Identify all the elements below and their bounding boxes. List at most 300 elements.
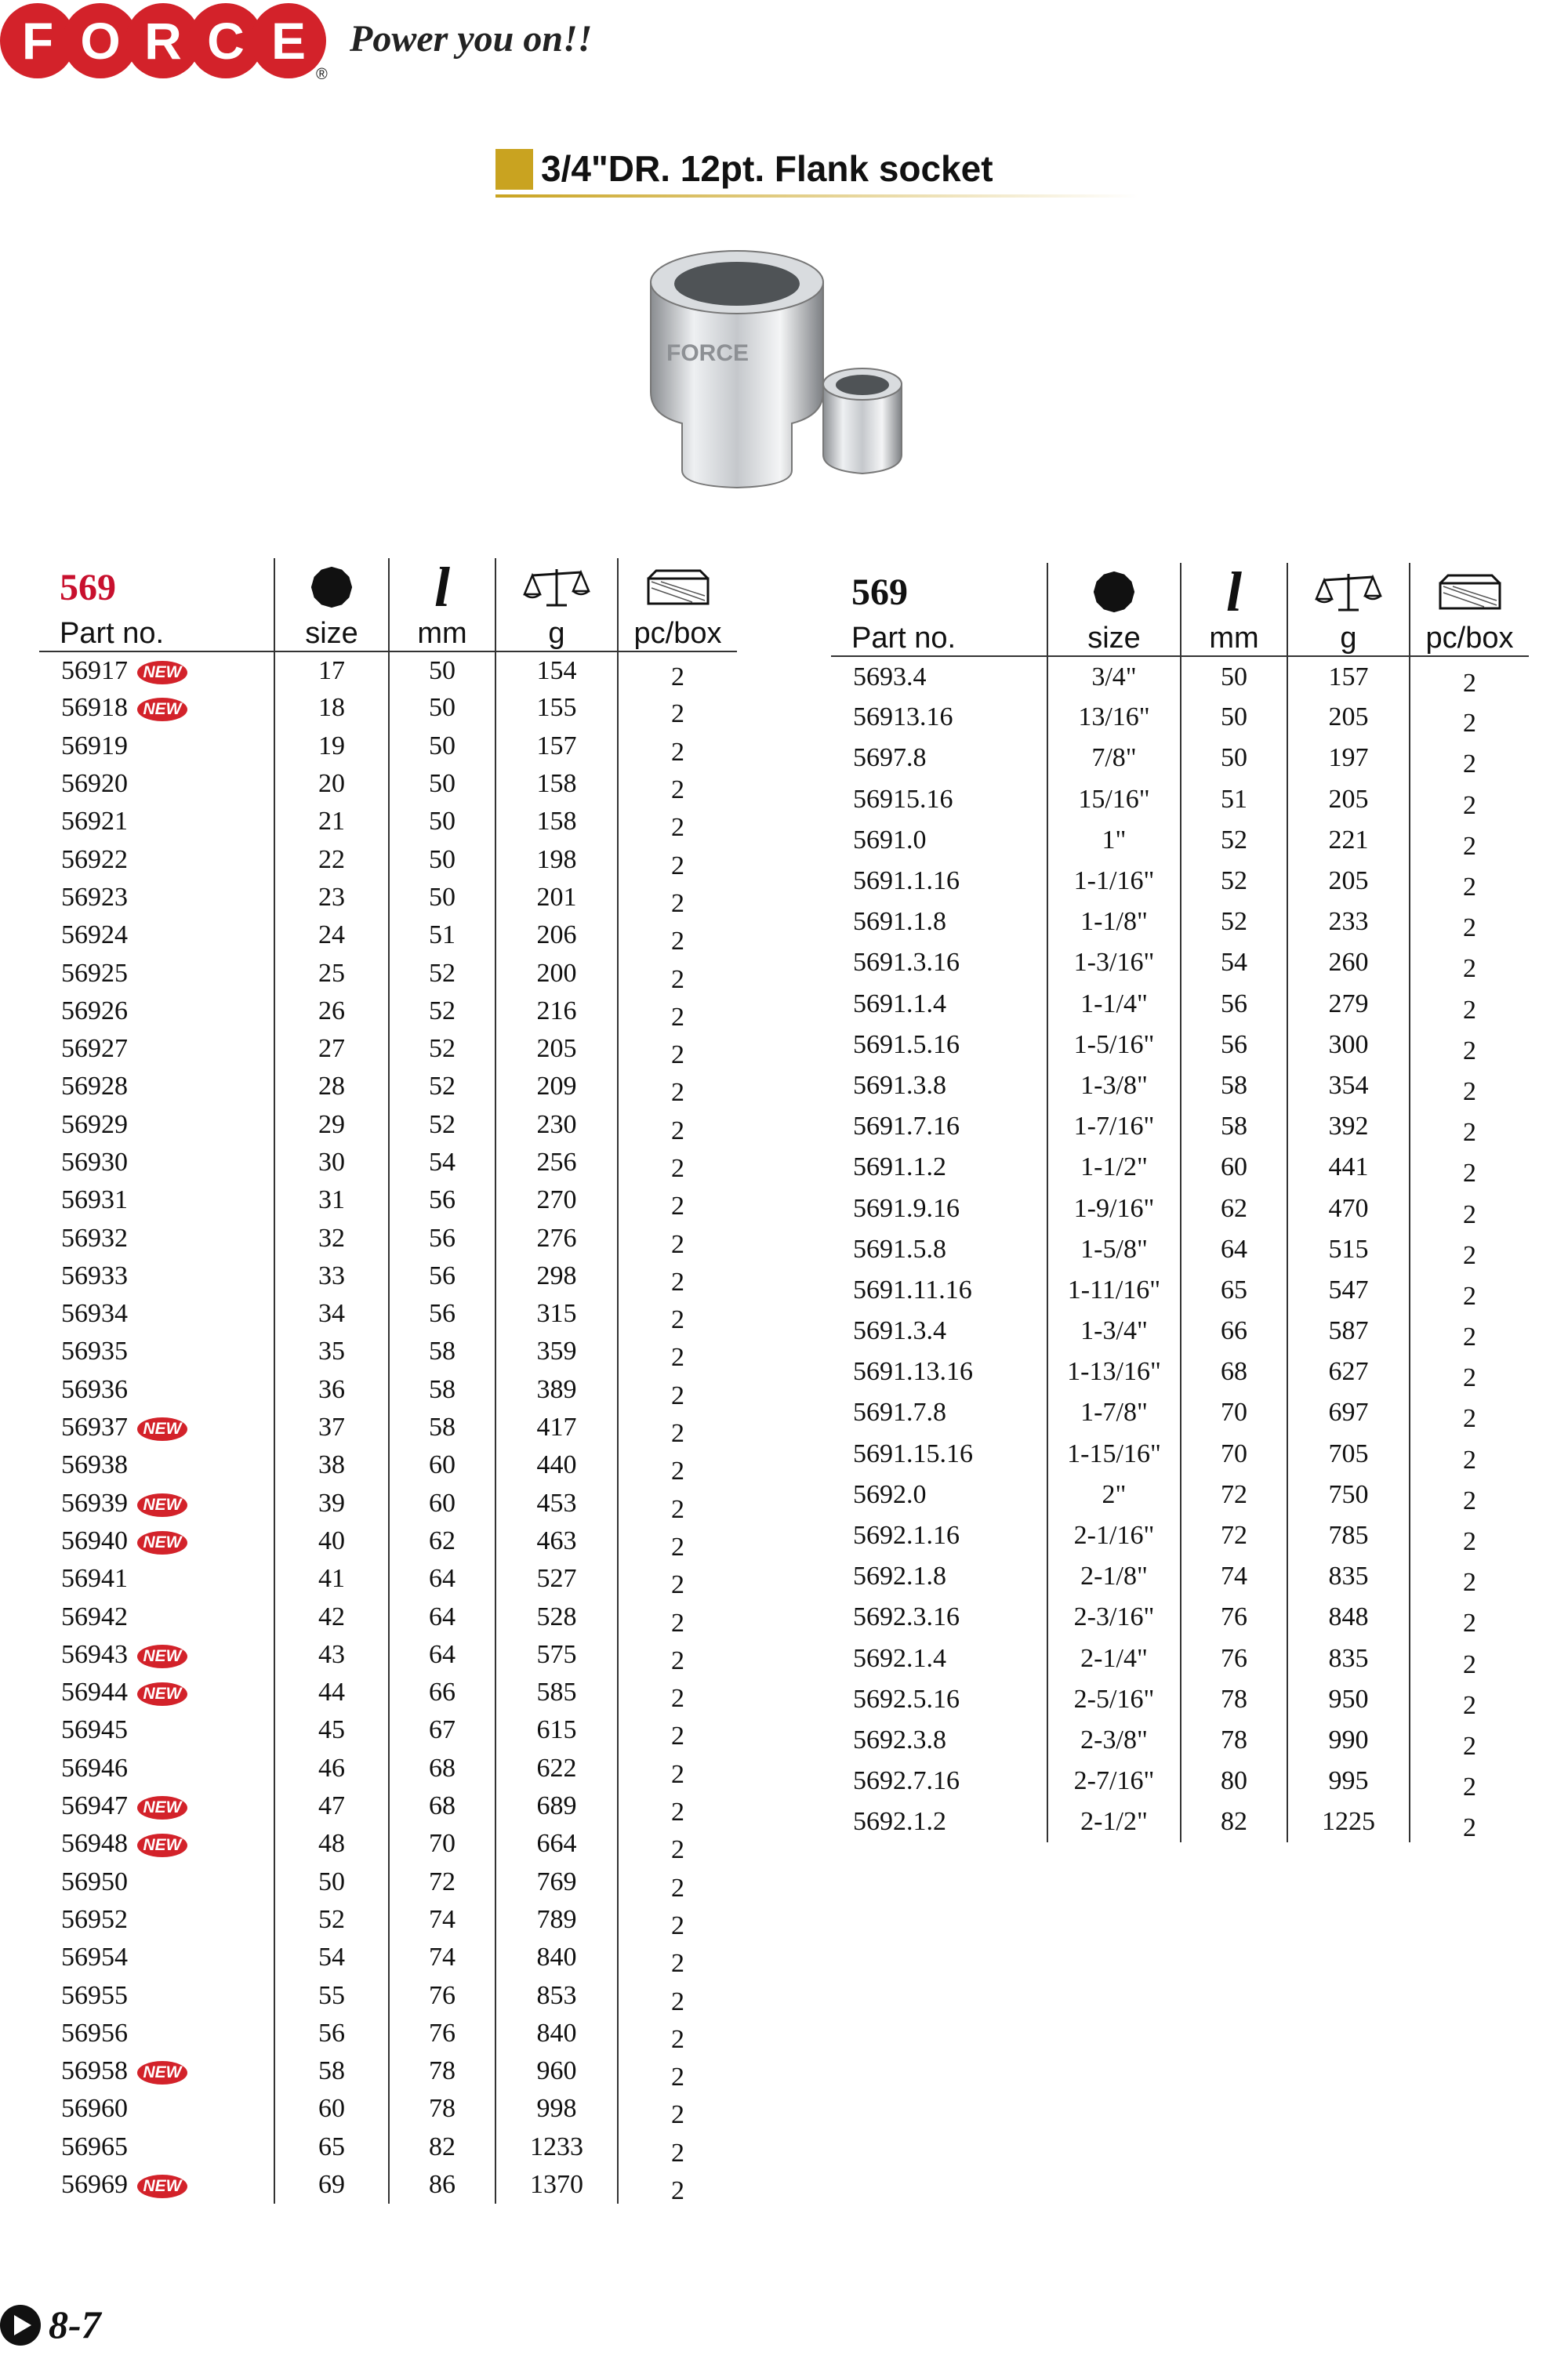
table-row (39, 1787, 737, 1825)
socket-table-metric (39, 558, 737, 2204)
pack-value-text: 2 (671, 1002, 684, 1032)
metric-rows (39, 651, 737, 2204)
part-number-text: 56956 (61, 2018, 128, 2048)
size-value-text: 1-1/8" (1080, 907, 1148, 937)
socket-photo (619, 235, 980, 502)
length-value (1181, 656, 1287, 697)
pack-value (1410, 1317, 1529, 1358)
weight-value (1287, 1434, 1410, 1475)
part-number-text: 5692.3.8 (853, 1725, 946, 1754)
length-value-text: 64 (429, 1639, 456, 1669)
size-value (274, 2052, 389, 2090)
weight-value (495, 2015, 618, 2052)
pack-value-text: 2 (671, 1457, 684, 1486)
part-number-text: 5693.4 (853, 662, 927, 691)
weight-value-text: 221 (1328, 825, 1369, 855)
pack-value (1410, 1194, 1529, 1235)
weight-value-text: 960 (536, 2056, 577, 2086)
length-value-text: 51 (429, 920, 456, 950)
pack-value-text: 2 (1463, 1773, 1476, 1802)
table-row (39, 992, 737, 1030)
size-value (274, 2015, 389, 2052)
table-row (39, 1598, 737, 1635)
length-l-icon: l (434, 556, 450, 619)
table-row (39, 803, 737, 840)
table-row (39, 2090, 737, 2128)
part-number-text: 5691.13.16 (853, 1357, 973, 1387)
pack-value (1410, 826, 1529, 867)
weight-value-text: 205 (1328, 702, 1369, 732)
length-value (389, 1219, 495, 1257)
size-value (1047, 902, 1181, 942)
weight-value-text: 840 (536, 1943, 577, 1972)
size-value-text: 60 (318, 2094, 345, 2124)
part-number-text: 56917 (61, 655, 128, 685)
part-number (39, 1863, 274, 1901)
length-value-text: 76 (1221, 1602, 1247, 1632)
table-row (39, 1409, 737, 1446)
balance-scale-icon (523, 566, 590, 608)
pack-value (618, 1831, 737, 1869)
weight-value-text: 205 (1328, 866, 1369, 896)
length-value (389, 1371, 495, 1409)
weight-value (495, 1787, 618, 1825)
pack-value (618, 2021, 737, 2059)
part-number (831, 820, 1047, 861)
weight-value-text: 587 (1328, 1316, 1369, 1346)
pack-value (618, 1074, 737, 1112)
part-number (39, 1371, 274, 1409)
pack-value (618, 1301, 737, 1339)
length-value-text: 82 (429, 2132, 456, 2161)
pack-value-text: 2 (1463, 1323, 1476, 1352)
size-value (274, 1333, 389, 1370)
weight-value (495, 1939, 618, 1976)
size-value-text: 1-5/8" (1080, 1234, 1148, 1264)
part-number-text: 56923 (61, 882, 128, 912)
length-value (1181, 1065, 1287, 1106)
size-value-text: 39 (318, 1488, 345, 1518)
length-value (389, 2015, 495, 2052)
size-value (1047, 984, 1181, 1025)
part-number-text: 5692.3.16 (853, 1602, 960, 1632)
weight-value (495, 765, 618, 803)
weight-value (1287, 1147, 1410, 1188)
table-row (39, 1674, 737, 1711)
length-value-text: 54 (429, 1148, 456, 1177)
length-value (389, 1787, 495, 1825)
part-number-text: 5697.8 (853, 743, 927, 773)
table-row (39, 765, 737, 803)
table-row (39, 1485, 737, 1522)
part-number-text: 56940 (61, 1526, 128, 1555)
length-value (1181, 738, 1287, 778)
weight-value (495, 1863, 618, 1901)
part-number-text: 5691.3.16 (853, 948, 960, 978)
weight-value-text: 276 (536, 1223, 577, 1253)
size-value-text: 1-3/16" (1073, 948, 1155, 978)
length-value (389, 1446, 495, 1484)
part-number (39, 1485, 274, 1522)
length-value (389, 1711, 495, 1749)
length-value (389, 879, 495, 916)
pack-value (1410, 867, 1529, 908)
weight-value-text: 256 (536, 1148, 577, 1177)
length-value (1181, 1434, 1287, 1475)
size-value (1047, 1679, 1181, 1720)
pack-value-text: 2 (671, 1570, 684, 1600)
part-number (39, 1711, 274, 1749)
length-value (389, 1598, 495, 1635)
part-number (831, 1352, 1047, 1392)
size-value (274, 2128, 389, 2166)
length-value-text: 58 (429, 1374, 456, 1404)
pack-value-text: 2 (1463, 1690, 1476, 1720)
weight-value-text: 575 (536, 1639, 577, 1669)
pack-value-text: 2 (1463, 709, 1476, 738)
size-value-text: 1-1/16" (1073, 866, 1155, 896)
new-badge: NEW (137, 2061, 187, 2085)
part-number (39, 1068, 274, 1105)
length-value-text: 65 (1221, 1275, 1247, 1305)
size-value-text: 65 (318, 2132, 345, 2161)
weight-value-text: 201 (536, 882, 577, 912)
table-row (39, 2052, 737, 2090)
table-row (39, 1219, 737, 1257)
size-value (274, 728, 389, 765)
weight-value-text: 1233 (530, 2132, 583, 2161)
weight-value-text: 835 (1328, 1643, 1369, 1673)
length-value (389, 1257, 495, 1295)
length-value-text: 60 (429, 1488, 456, 1518)
length-value (389, 1636, 495, 1674)
part-number (39, 954, 274, 992)
weight-value (495, 1068, 618, 1105)
pack-value-text: 2 (671, 1532, 684, 1562)
weight-value-text: 769 (536, 1867, 577, 1896)
table-row (831, 902, 1529, 942)
part-number (831, 1720, 1047, 1761)
weight-value (495, 1522, 618, 1560)
size-value-text: 29 (318, 1109, 345, 1139)
length-value (389, 651, 495, 689)
size-value (1047, 1106, 1181, 1147)
size-value-text: 48 (318, 1829, 345, 1859)
table-row (831, 1392, 1529, 1433)
length-value-text: 68 (429, 1753, 456, 1783)
pack-value-text: 2 (1463, 1363, 1476, 1393)
logo-letter: R (125, 3, 201, 78)
size-value (274, 1030, 389, 1068)
pack-value-text: 2 (1463, 1199, 1476, 1229)
size-value-text: 27 (318, 1034, 345, 1064)
pack-value (618, 1415, 737, 1453)
length-value-text: 52 (429, 996, 456, 1025)
pack-value (618, 847, 737, 884)
table-row (831, 1597, 1529, 1638)
weight-value (495, 651, 618, 689)
size-value (274, 1787, 389, 1825)
size-value (1047, 1392, 1181, 1433)
size-value-text: 1-1/4" (1080, 989, 1148, 1018)
table-row (831, 1515, 1529, 1556)
size-value-text: 2-3/8" (1080, 1725, 1148, 1754)
pack-value (618, 734, 737, 771)
weight-value (1287, 1761, 1410, 1802)
weight-value-text: 233 (1328, 907, 1369, 937)
table-row (39, 1750, 737, 1787)
pack-value-text: 2 (1463, 1240, 1476, 1270)
length-value-text: 58 (429, 1413, 456, 1442)
pack-value (618, 999, 737, 1036)
pack-value-text: 2 (1463, 995, 1476, 1025)
pack-value-text: 2 (1463, 1486, 1476, 1515)
part-number (39, 1560, 274, 1598)
part-number (39, 1219, 274, 1257)
size-value (274, 1825, 389, 1863)
weight-value-text: 615 (536, 1715, 577, 1745)
size-value (274, 1674, 389, 1711)
size-value-text: 50 (318, 1867, 345, 1896)
length-value (389, 1181, 495, 1219)
weight-value (495, 728, 618, 765)
weight-value-text: 392 (1328, 1112, 1369, 1141)
length-value (389, 1409, 495, 1446)
length-value (1181, 1270, 1287, 1311)
pack-value-text: 2 (671, 1759, 684, 1789)
weight-value-text: 453 (536, 1488, 577, 1518)
size-value-text: 38 (318, 1450, 345, 1480)
weight-value-text: 853 (536, 1980, 577, 2010)
table-row (831, 1147, 1529, 1188)
length-value (1181, 1556, 1287, 1597)
length-value (389, 1976, 495, 2014)
pack-value (618, 885, 737, 923)
weight-value-text: 354 (1328, 1070, 1369, 1100)
length-value-text: 78 (1221, 1684, 1247, 1714)
weight-value (495, 2090, 618, 2128)
pack-value-text: 2 (671, 1684, 684, 1714)
weight-value (495, 1333, 618, 1370)
size-value-text: 30 (318, 1148, 345, 1177)
weight-value-text: 216 (536, 996, 577, 1025)
table-row (39, 1863, 737, 1901)
length-value (1181, 1188, 1287, 1228)
weight-value-text: 1370 (530, 2170, 583, 2200)
table-row (831, 779, 1529, 820)
pack-value (618, 1264, 737, 1301)
part-number-text: 5691.5.8 (853, 1234, 946, 1264)
length-value-text: 72 (1221, 1479, 1247, 1509)
part-number-text: 5691.1.2 (853, 1152, 946, 1182)
part-number (831, 738, 1047, 778)
pack-value (1410, 1808, 1529, 1849)
weight-value (1287, 1720, 1410, 1761)
part-number-text: 5691.9.16 (853, 1193, 960, 1223)
length-header-icon (389, 556, 495, 619)
pack-value (1410, 662, 1529, 703)
pack-value (618, 1566, 737, 1604)
header-g: g (1287, 621, 1410, 656)
length-value-text: 56 (429, 1185, 456, 1215)
size-value-text: 2-1/8" (1080, 1562, 1148, 1591)
length-value-text: 50 (429, 731, 456, 760)
size-value-text: 22 (318, 844, 345, 874)
pack-value-text: 2 (671, 888, 684, 918)
size-value (274, 1068, 389, 1105)
weight-value-text: 835 (1328, 1562, 1369, 1591)
part-number (39, 840, 274, 878)
part-number-text: 56933 (61, 1261, 128, 1290)
pack-header-icon (618, 558, 737, 616)
size-value (1047, 738, 1181, 778)
size-value (274, 1636, 389, 1674)
weight-value (495, 1711, 618, 1749)
table-row (39, 1144, 737, 1181)
part-number (831, 1802, 1047, 1842)
size-value (274, 954, 389, 992)
weight-value-text: 298 (536, 1261, 577, 1290)
weight-value (1287, 820, 1410, 861)
weight-value (495, 879, 618, 916)
weight-value (1287, 1392, 1410, 1433)
pack-value (1410, 1522, 1529, 1562)
weight-value-text: 528 (536, 1602, 577, 1631)
weight-value (495, 1106, 618, 1144)
box-icon (1437, 572, 1503, 611)
size-value-text: 2-5/16" (1073, 1684, 1155, 1714)
table-row (831, 1188, 1529, 1228)
part-number (831, 1065, 1047, 1106)
part-number (831, 1025, 1047, 1065)
weight-value (495, 1257, 618, 1295)
length-value (389, 1939, 495, 1976)
weight-value-text: 155 (536, 693, 577, 723)
size-value-text: 2-1/2" (1080, 1807, 1148, 1837)
part-number-text: 56913.16 (853, 702, 953, 732)
weight-value-text: 279 (1328, 989, 1369, 1018)
table-row (831, 1106, 1529, 1147)
pack-value-text: 2 (671, 2138, 684, 2168)
pack-value (1410, 1603, 1529, 1644)
table-row (39, 1333, 737, 1370)
length-value (1181, 1352, 1287, 1392)
size-value (1047, 1352, 1181, 1392)
part-number (831, 984, 1047, 1025)
weight-value-text: 705 (1328, 1439, 1369, 1468)
weight-value-text: 527 (536, 1564, 577, 1594)
size-value (274, 879, 389, 916)
weight-value (1287, 1270, 1410, 1311)
pack-value-text: 2 (671, 1040, 684, 1070)
weight-value (495, 2166, 618, 2204)
part-number (831, 1597, 1047, 1638)
part-number-text: 56965 (61, 2132, 128, 2161)
new-badge: NEW (137, 1796, 187, 1820)
weight-value (495, 689, 618, 727)
length-value (1181, 1597, 1287, 1638)
size-value-text: 21 (318, 807, 345, 836)
pack-header-icon (1410, 563, 1529, 621)
weight-value-text: 198 (536, 844, 577, 874)
size-value-text: 42 (318, 1602, 345, 1631)
table-row (39, 728, 737, 765)
table-row (39, 1257, 737, 1295)
pack-value-text: 2 (671, 1229, 684, 1259)
table-row (831, 656, 1529, 697)
pack-value-text: 2 (1463, 668, 1476, 698)
part-number (39, 1787, 274, 1825)
part-number (39, 1144, 274, 1181)
size-value (274, 1106, 389, 1144)
part-number (39, 1976, 274, 2014)
table-row (39, 651, 737, 689)
weight-value (495, 1901, 618, 1939)
new-badge: NEW (137, 1531, 187, 1555)
new-badge: NEW (137, 1645, 187, 1668)
new-badge: NEW (137, 1417, 187, 1441)
pack-value-text: 2 (1463, 1813, 1476, 1843)
length-value (1181, 1147, 1287, 1188)
size-value (274, 1181, 389, 1219)
length-value (389, 1106, 495, 1144)
length-value-text: 52 (1221, 866, 1247, 896)
size-value-text: 33 (318, 1261, 345, 1290)
pack-value (1410, 1358, 1529, 1399)
weight-value (1287, 1352, 1410, 1392)
part-number-text: 56915.16 (853, 784, 953, 814)
pack-value-text: 2 (671, 1343, 684, 1373)
part-number-text: 56930 (61, 1148, 128, 1177)
pack-value-text: 2 (671, 851, 684, 880)
table-row (831, 1352, 1529, 1392)
length-value (1181, 1638, 1287, 1679)
pack-value (618, 658, 737, 695)
pack-value (1410, 703, 1529, 744)
part-number-text: 5692.5.16 (853, 1684, 960, 1714)
size-value (1047, 779, 1181, 820)
part-number-text: 5692.0 (853, 1479, 927, 1509)
size-value-text: 1-15/16" (1067, 1439, 1161, 1468)
size-value (1047, 1761, 1181, 1802)
length-value-text: 76 (429, 2018, 456, 2048)
table-row (831, 1229, 1529, 1270)
pack-value-text: 2 (671, 2024, 684, 2054)
table-row (831, 1720, 1529, 1761)
table-row (831, 1802, 1529, 1842)
logo-letter: E (251, 3, 326, 78)
length-value (1181, 1025, 1287, 1065)
pack-value-text: 2 (671, 1949, 684, 1979)
weight-value-text: 627 (1328, 1357, 1369, 1387)
pack-value (1410, 1686, 1529, 1726)
weight-value-text: 315 (536, 1299, 577, 1329)
header-size: size (1047, 621, 1181, 656)
imperial-rows (831, 656, 1529, 1842)
weight-value-text: 585 (536, 1678, 577, 1707)
size-value-text: 40 (318, 1526, 345, 1555)
length-value (389, 1901, 495, 1939)
part-number-text: 5691.3.8 (853, 1070, 946, 1100)
size-value-text: 1-7/8" (1080, 1398, 1148, 1428)
length-value-text: 50 (429, 769, 456, 799)
pack-value (1410, 1072, 1529, 1112)
length-value-text: 52 (429, 1109, 456, 1139)
weight-value (495, 1446, 618, 1484)
size-value (1047, 1434, 1181, 1475)
pack-value (618, 1907, 737, 1945)
page-number: 8-7 (49, 2302, 101, 2346)
